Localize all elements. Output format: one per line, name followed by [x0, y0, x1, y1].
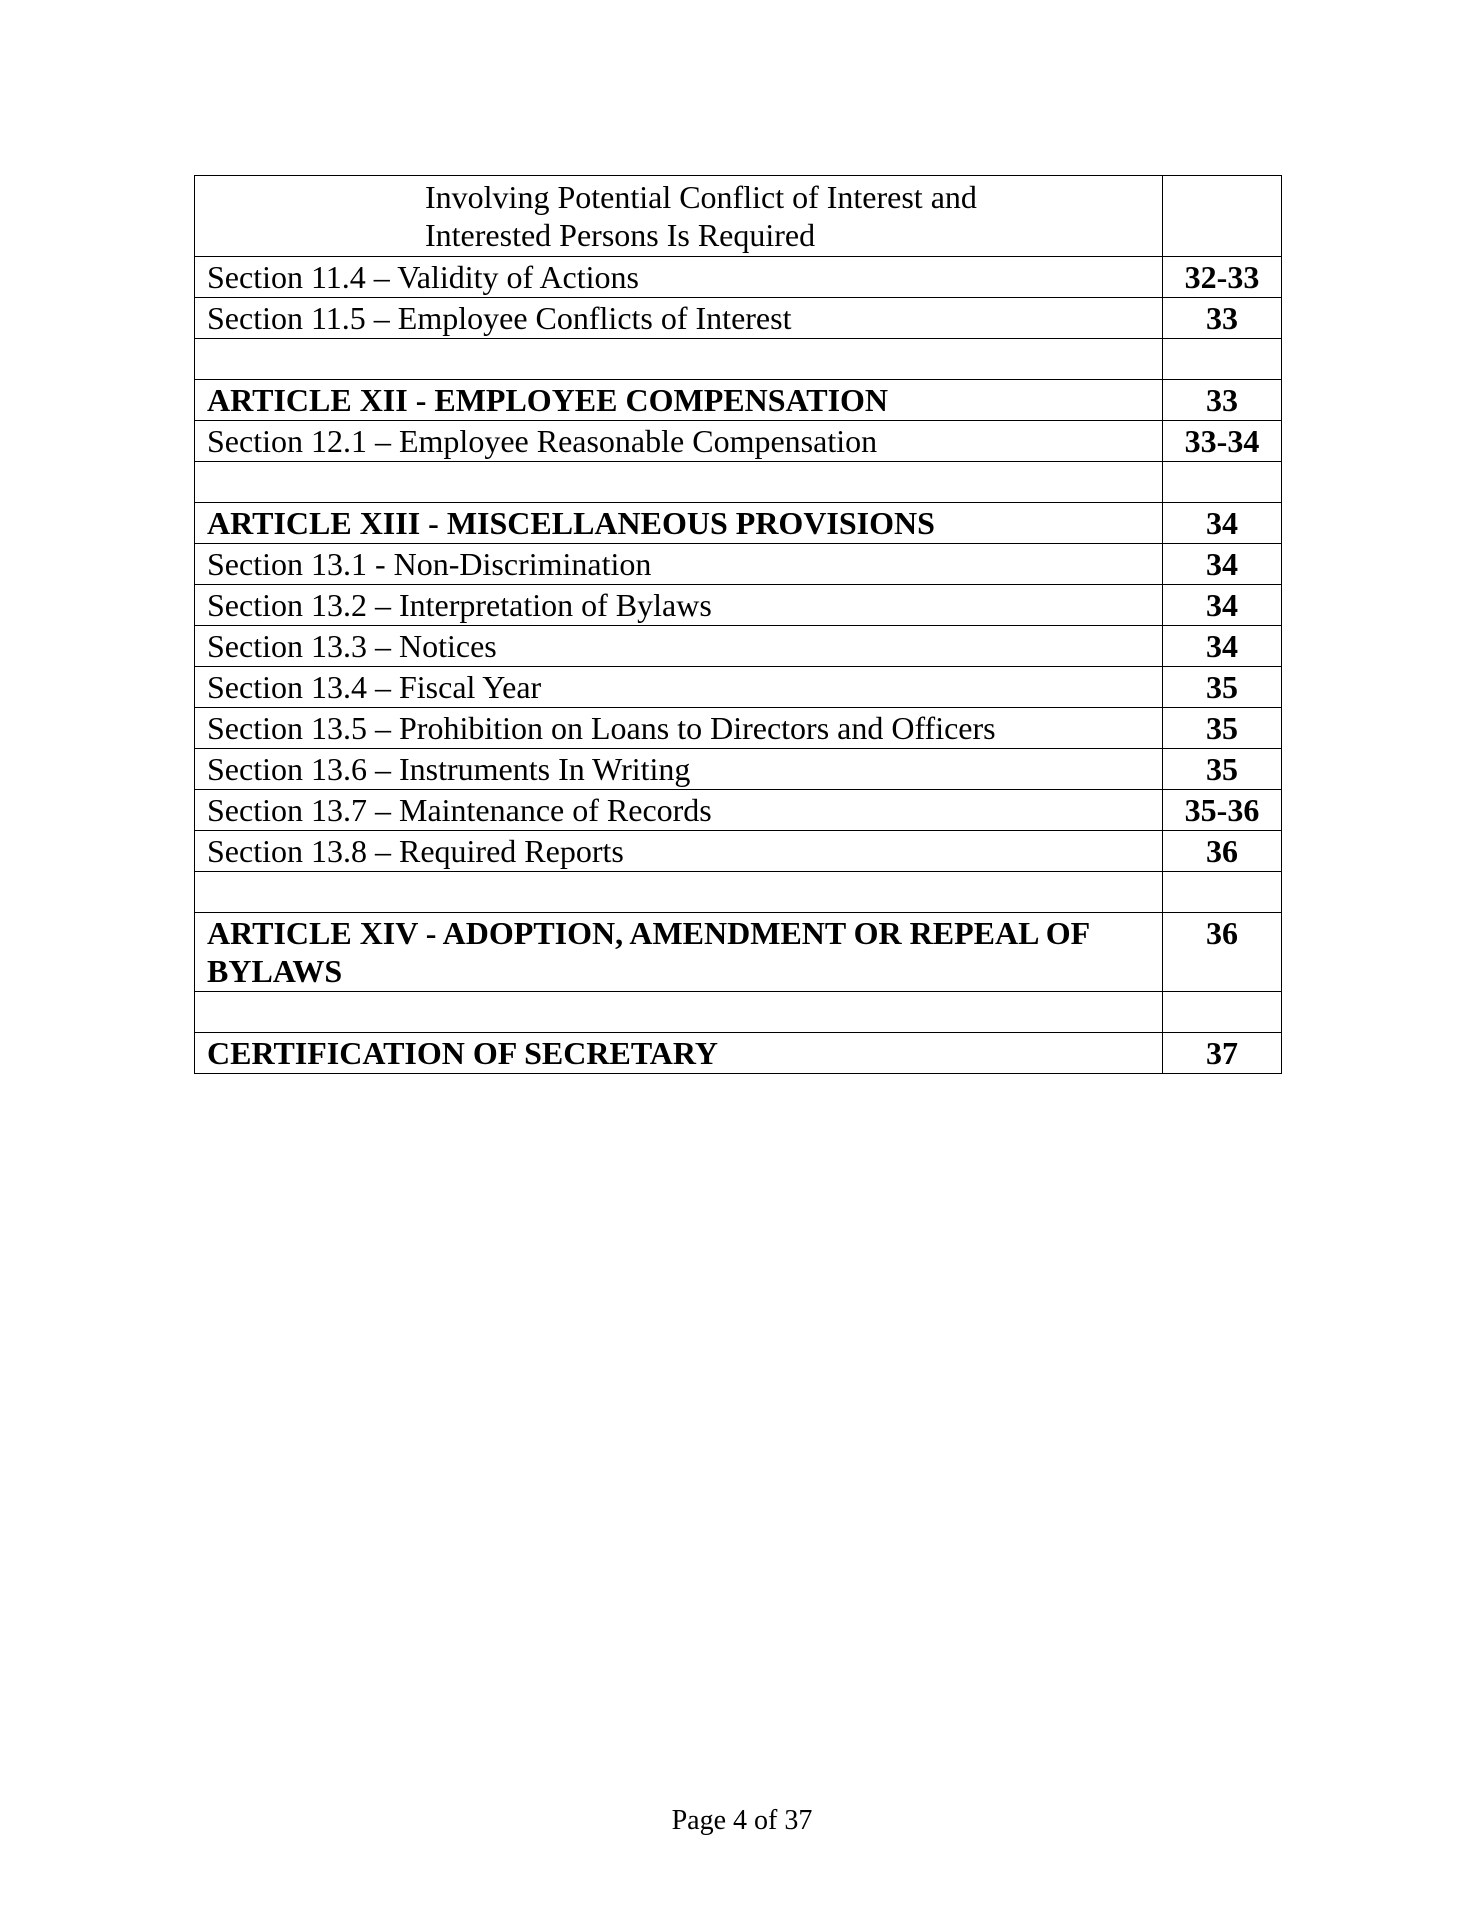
toc-entry-title: Section 11.4 – Validity of Actions [195, 257, 1163, 298]
toc-entry-title: Section 13.2 – Interpretation of Bylaws [195, 585, 1163, 626]
toc-entry-page: 33 [1163, 298, 1282, 339]
toc-entry-title: Section 13.4 – Fiscal Year [195, 667, 1163, 708]
toc-row [195, 626, 1282, 667]
toc-entry-page: 34 [1163, 626, 1282, 667]
toc-entry-title [195, 176, 1163, 257]
toc-entry-page: 32-33 [1163, 257, 1282, 298]
toc-blank-cell [1163, 339, 1282, 380]
toc-row [195, 585, 1282, 626]
toc-entry-title: Section 13.6 – Instruments In Writing [195, 749, 1163, 790]
toc-blank-cell [195, 462, 1163, 503]
toc-blank-cell [195, 992, 1163, 1033]
toc-blank-cell [195, 872, 1163, 913]
toc-entry-title: Section 13.7 – Maintenance of Records [195, 790, 1163, 831]
toc-entry-page: 35 [1163, 667, 1282, 708]
toc-article-title: ARTICLE XIV - ADOPTION, AMENDMENT OR REPEAL OF BYLAWS [195, 913, 1163, 992]
toc-entry-page: 35 [1163, 749, 1282, 790]
toc-entry-title: Section 12.1 – Employee Reasonable Compensation [195, 421, 1163, 462]
toc-article-title: ARTICLE XII - EMPLOYEE COMPENSATION [195, 380, 1163, 421]
toc-blank-cell [1163, 992, 1282, 1033]
toc-entry-page: 33-34 [1163, 421, 1282, 462]
toc-article-row [195, 380, 1282, 421]
toc-row [195, 708, 1282, 749]
toc-row [195, 749, 1282, 790]
toc-entry-page: 34 [1163, 544, 1282, 585]
toc-article-row [195, 503, 1282, 544]
toc-entry-page: 37 [1163, 1033, 1282, 1074]
toc-article-row [195, 1033, 1282, 1074]
toc-entry-page: 36 [1163, 913, 1282, 992]
toc-entry-page [1163, 176, 1282, 257]
toc-blank-cell [1163, 872, 1282, 913]
toc-entry-page: 35-36 [1163, 790, 1282, 831]
toc-entry-title: Section 13.5 – Prohibition on Loans to Directors and Officers [195, 708, 1163, 749]
toc-blank-row [195, 339, 1282, 380]
toc-blank-row [195, 462, 1282, 503]
toc-entry-page: 35 [1163, 708, 1282, 749]
toc-entry-title: Section 13.1 - Non-Discrimination [195, 544, 1163, 585]
toc-row-continued [195, 176, 1282, 257]
toc-article-title: CERTIFICATION OF SECRETARY [195, 1033, 1163, 1074]
toc-entry-page: 33 [1163, 380, 1282, 421]
toc-row [195, 298, 1282, 339]
toc-row [195, 544, 1282, 585]
toc-blank-row [195, 872, 1282, 913]
page-number-footer: Page 4 of 37 [671, 1805, 813, 1836]
toc-row [195, 421, 1282, 462]
toc-entry-page: 34 [1163, 585, 1282, 626]
toc-entry-page: 36 [1163, 831, 1282, 872]
toc-row [195, 257, 1282, 298]
toc-blank-row [195, 992, 1282, 1033]
toc-row [195, 831, 1282, 872]
toc-article-row [195, 913, 1282, 992]
toc-row [195, 667, 1282, 708]
toc-row [195, 790, 1282, 831]
toc-entry-page: 34 [1163, 503, 1282, 544]
table-of-contents [194, 175, 1282, 1074]
toc-blank-cell [1163, 462, 1282, 503]
toc-article-title: ARTICLE XIII - MISCELLANEOUS PROVISIONS [195, 503, 1163, 544]
toc-continued-line-1: Involving Potential Conflict of Interest and [425, 179, 977, 215]
toc-entry-title: Section 13.8 – Required Reports [195, 831, 1163, 872]
toc-continued-line-2: Interested Persons Is Required [425, 217, 816, 253]
toc-entry-title: Section 13.3 – Notices [195, 626, 1163, 667]
toc-blank-cell [195, 339, 1163, 380]
toc-entry-title: Section 11.5 – Employee Conflicts of Interest [195, 298, 1163, 339]
